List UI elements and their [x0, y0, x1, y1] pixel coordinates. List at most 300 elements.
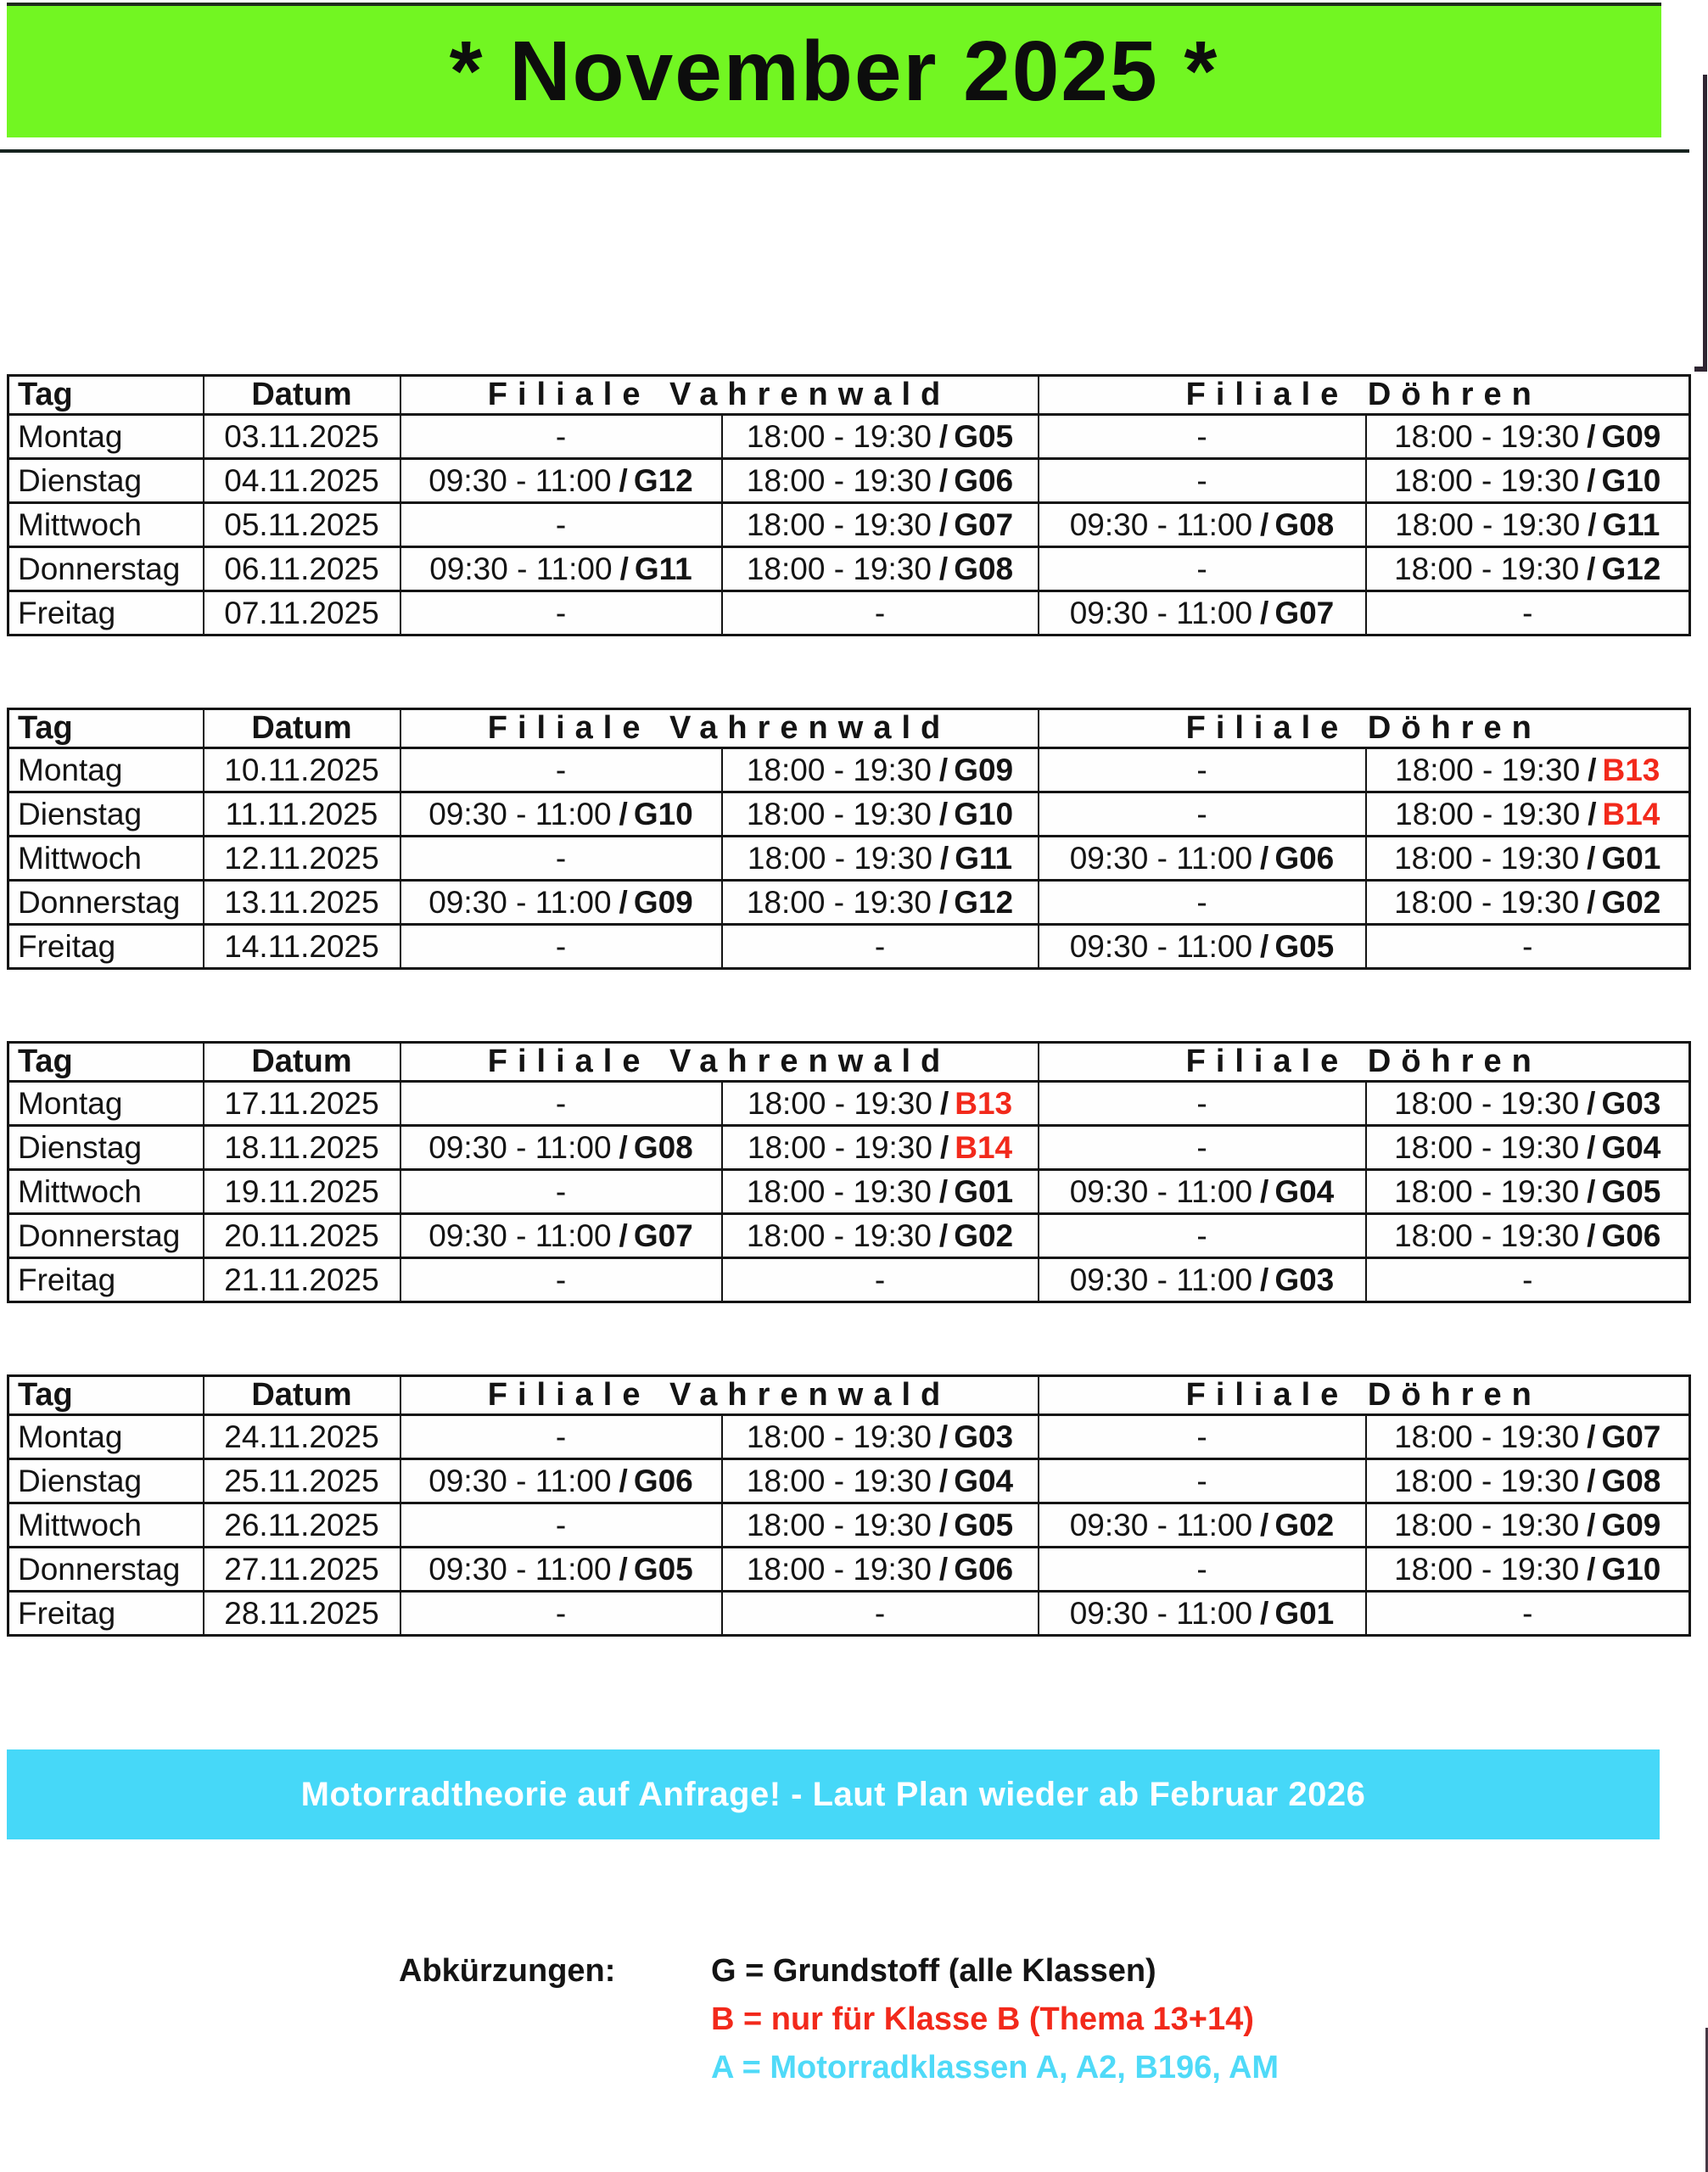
session-separator: /	[1588, 507, 1597, 542]
table-row	[8, 1082, 1690, 1126]
day-cell: Donnerstag	[8, 881, 204, 925]
no-session-dash: -	[555, 752, 567, 787]
session-cell	[1039, 1459, 1366, 1503]
session-code: G06	[954, 1551, 1014, 1587]
no-session-dash: -	[555, 1419, 567, 1454]
session-separator: /	[938, 507, 949, 542]
day-cell: Dienstag	[8, 459, 204, 503]
no-session-dash: -	[1196, 1085, 1207, 1121]
session-cell	[400, 837, 722, 881]
session-separator: /	[938, 462, 949, 498]
session-cell	[400, 748, 722, 792]
no-session-dash: -	[555, 507, 567, 542]
session-cell	[722, 459, 1039, 503]
session-separator: /	[619, 462, 628, 498]
table-row	[8, 792, 1690, 837]
session-cell	[1366, 925, 1690, 969]
session-separator: /	[619, 1129, 628, 1165]
table-row	[8, 415, 1690, 459]
session-code: G05	[954, 418, 1014, 454]
session-cell	[1366, 503, 1690, 547]
session-cell	[1366, 1170, 1690, 1214]
no-session-dash: -	[1196, 1129, 1207, 1165]
no-session-dash: -	[1522, 1262, 1533, 1297]
day-cell: Donnerstag	[8, 547, 204, 591]
session-separator: /	[938, 1551, 949, 1587]
column-header-tag: Tag	[8, 1043, 204, 1082]
session-time: 18:00 - 19:30	[746, 1218, 932, 1253]
session-time: 09:30 - 11:00	[428, 1218, 612, 1253]
session-cell	[722, 1170, 1039, 1214]
day-cell: Montag	[8, 1415, 204, 1459]
date-cell: 03.11.2025	[204, 415, 400, 459]
session-cell	[400, 1082, 722, 1126]
session-time: 09:30 - 11:00	[1069, 1507, 1253, 1542]
table-header-row	[8, 1043, 1690, 1082]
session-cell	[1039, 1548, 1366, 1592]
date-cell: 28.11.2025	[204, 1592, 400, 1636]
session-code: G05	[954, 1507, 1014, 1542]
session-separator: /	[619, 1551, 628, 1587]
session-code: G04	[954, 1463, 1014, 1498]
session-code: G06	[1274, 840, 1335, 876]
session-cell	[1366, 459, 1690, 503]
session-cell	[1039, 1126, 1366, 1170]
no-session-dash: -	[1522, 1595, 1533, 1631]
session-cell	[722, 1082, 1039, 1126]
session-cell	[1039, 748, 1366, 792]
session-time: 18:00 - 19:30	[747, 1085, 932, 1121]
session-cell	[400, 1459, 722, 1503]
session-cell	[722, 837, 1039, 881]
no-session-dash: -	[1522, 595, 1533, 630]
session-separator: /	[938, 884, 949, 920]
column-header-tag: Tag	[8, 1376, 204, 1415]
no-session-dash: -	[555, 1173, 567, 1209]
session-cell	[1366, 591, 1690, 635]
session-code: G04	[1601, 1129, 1661, 1165]
table-row	[8, 925, 1690, 969]
session-code: G05	[1601, 1173, 1661, 1209]
date-cell: 21.11.2025	[204, 1258, 400, 1302]
no-session-dash: -	[1522, 928, 1533, 964]
session-code: B13	[1602, 752, 1660, 787]
day-cell: Montag	[8, 415, 204, 459]
column-header-tag: Tag	[8, 376, 204, 415]
table-row	[8, 459, 1690, 503]
session-code: G02	[1274, 1507, 1335, 1542]
session-separator: /	[619, 551, 629, 586]
session-cell	[400, 1258, 722, 1302]
session-cell	[400, 547, 722, 591]
session-cell	[722, 415, 1039, 459]
session-cell	[400, 881, 722, 925]
session-code: B14	[1602, 796, 1660, 831]
session-separator: /	[1588, 752, 1597, 787]
session-code: G09	[633, 884, 693, 920]
session-time: 18:00 - 19:30	[746, 1507, 932, 1542]
session-cell	[722, 881, 1039, 925]
session-separator: /	[1260, 1595, 1269, 1631]
session-time: 18:00 - 19:30	[746, 507, 932, 542]
session-separator: /	[1587, 1173, 1596, 1209]
session-code: G03	[1601, 1085, 1661, 1121]
column-header-vahrenwald: Filiale Vahrenwald	[400, 1376, 1039, 1415]
session-cell	[1039, 1415, 1366, 1459]
column-header-doehren: Filiale Döhren	[1039, 376, 1690, 415]
session-code: G10	[954, 796, 1014, 831]
session-cell	[400, 1214, 722, 1258]
no-session-dash: -	[1196, 462, 1207, 498]
session-code: G12	[633, 462, 693, 498]
session-cell	[400, 1548, 722, 1592]
title-banner	[7, 3, 1661, 137]
day-cell: Freitag	[8, 591, 204, 635]
date-cell: 25.11.2025	[204, 1459, 400, 1503]
no-session-dash: -	[1196, 551, 1207, 586]
day-cell: Mittwoch	[8, 503, 204, 547]
date-cell: 19.11.2025	[204, 1170, 400, 1214]
session-code: G05	[1274, 928, 1335, 964]
session-separator: /	[939, 1129, 949, 1165]
session-separator: /	[1587, 1129, 1596, 1165]
session-separator: /	[619, 1463, 628, 1498]
session-time: 18:00 - 19:30	[1395, 507, 1581, 542]
session-code: G08	[1601, 1463, 1661, 1498]
session-separator: /	[938, 418, 949, 454]
session-separator: /	[1260, 928, 1269, 964]
session-cell	[722, 1415, 1039, 1459]
session-cell	[1039, 503, 1366, 547]
legend-label: Abkürzungen:	[399, 1953, 616, 1989]
session-separator: /	[1587, 1507, 1596, 1542]
table-header-row	[8, 709, 1690, 748]
session-cell	[400, 503, 722, 547]
session-time: 09:30 - 11:00	[1069, 595, 1253, 630]
table-row	[8, 1592, 1690, 1636]
session-separator: /	[939, 1085, 949, 1121]
session-cell	[722, 748, 1039, 792]
session-separator: /	[938, 1173, 949, 1209]
no-session-dash: -	[874, 1595, 886, 1631]
session-code: G01	[954, 1173, 1014, 1209]
session-time: 09:30 - 11:00	[1069, 1262, 1253, 1297]
session-separator: /	[1260, 595, 1269, 630]
no-session-dash: -	[874, 1262, 886, 1297]
session-time: 18:00 - 19:30	[1394, 1173, 1580, 1209]
no-session-dash: -	[555, 1085, 567, 1121]
session-time: 18:00 - 19:30	[1395, 796, 1581, 831]
session-separator: /	[1260, 1173, 1269, 1209]
session-cell	[1366, 1415, 1690, 1459]
date-cell: 17.11.2025	[204, 1082, 400, 1126]
session-time: 18:00 - 19:30	[747, 1129, 932, 1165]
session-code: G01	[1601, 840, 1661, 876]
session-code: G10	[633, 796, 693, 831]
session-time: 09:30 - 11:00	[1069, 840, 1253, 876]
session-code: G11	[634, 551, 692, 586]
table-row	[8, 1548, 1690, 1592]
table-row	[8, 881, 1690, 925]
session-cell	[1366, 1126, 1690, 1170]
session-code: G09	[1601, 418, 1661, 454]
session-separator: /	[1587, 840, 1596, 876]
session-cell	[722, 1592, 1039, 1636]
session-time: 09:30 - 11:00	[428, 1129, 612, 1165]
session-time: 18:00 - 19:30	[1394, 1085, 1580, 1121]
day-cell: Montag	[8, 748, 204, 792]
session-time: 18:00 - 19:30	[746, 752, 932, 787]
session-code: G06	[954, 462, 1014, 498]
table-row	[8, 1170, 1690, 1214]
session-cell	[722, 1503, 1039, 1548]
session-code: G07	[1274, 595, 1335, 630]
session-cell	[1366, 1503, 1690, 1548]
session-separator: /	[1260, 1262, 1269, 1297]
session-time: 09:30 - 11:00	[428, 884, 612, 920]
session-cell	[1366, 1214, 1690, 1258]
date-cell: 06.11.2025	[204, 547, 400, 591]
session-cell	[1039, 792, 1366, 837]
column-header-doehren: Filiale Döhren	[1039, 1376, 1690, 1415]
session-separator: /	[938, 551, 949, 586]
session-separator: /	[1260, 1507, 1269, 1542]
day-cell: Freitag	[8, 1592, 204, 1636]
session-separator: /	[938, 1463, 949, 1498]
session-cell	[722, 792, 1039, 837]
session-code: G07	[1601, 1419, 1661, 1454]
session-cell	[722, 1126, 1039, 1170]
session-cell	[400, 1170, 722, 1214]
session-cell	[1366, 1082, 1690, 1126]
session-time: 18:00 - 19:30	[1394, 1419, 1580, 1454]
session-time: 18:00 - 19:30	[1394, 418, 1580, 454]
no-session-dash: -	[1196, 752, 1207, 787]
session-time: 09:30 - 11:00	[1069, 1595, 1253, 1631]
table-row	[8, 1415, 1690, 1459]
session-code: G11	[955, 840, 1013, 876]
session-time: 09:30 - 11:00	[1069, 507, 1253, 542]
session-cell	[1366, 792, 1690, 837]
day-cell: Donnerstag	[8, 1548, 204, 1592]
title-divider	[0, 149, 1689, 153]
session-code: G08	[633, 1129, 693, 1165]
session-time: 18:00 - 19:30	[1394, 1463, 1580, 1498]
session-separator: /	[1587, 1463, 1596, 1498]
week-1-body	[8, 415, 1690, 635]
session-code: G08	[954, 551, 1014, 586]
session-cell	[1039, 591, 1366, 635]
column-header-tag: Tag	[8, 709, 204, 748]
session-cell	[722, 591, 1039, 635]
date-cell: 24.11.2025	[204, 1415, 400, 1459]
session-time: 18:00 - 19:30	[746, 1463, 932, 1498]
table-row	[8, 1126, 1690, 1170]
session-code: G09	[954, 752, 1014, 787]
session-time: 18:00 - 19:30	[746, 1173, 932, 1209]
session-separator: /	[1587, 1551, 1596, 1587]
session-code: G08	[1274, 507, 1335, 542]
session-separator: /	[1587, 418, 1596, 454]
table-row	[8, 503, 1690, 547]
session-time: 18:00 - 19:30	[746, 551, 932, 586]
session-cell	[400, 1415, 722, 1459]
date-cell: 27.11.2025	[204, 1548, 400, 1592]
session-time: 18:00 - 19:30	[747, 840, 932, 876]
no-session-dash: -	[555, 1595, 567, 1631]
session-code: G06	[633, 1463, 693, 1498]
session-code: G04	[1274, 1173, 1335, 1209]
session-cell	[1039, 925, 1366, 969]
session-separator: /	[1587, 1218, 1596, 1253]
session-code: G11	[1602, 507, 1660, 542]
session-time: 18:00 - 19:30	[1394, 840, 1580, 876]
session-cell	[722, 503, 1039, 547]
session-cell	[722, 1459, 1039, 1503]
session-cell	[722, 1548, 1039, 1592]
session-separator: /	[939, 840, 949, 876]
session-separator: /	[1587, 1419, 1596, 1454]
session-time: 18:00 - 19:30	[1394, 551, 1580, 586]
session-time: 18:00 - 19:30	[746, 1419, 932, 1454]
column-header-datum: Datum	[204, 709, 400, 748]
session-time: 18:00 - 19:30	[746, 418, 932, 454]
session-code: G03	[954, 1419, 1014, 1454]
session-cell	[1366, 1592, 1690, 1636]
page-title: * November 2025 *	[449, 24, 1219, 119]
session-separator: /	[1587, 884, 1596, 920]
table-row	[8, 748, 1690, 792]
session-cell	[1039, 881, 1366, 925]
session-time: 09:30 - 11:00	[428, 796, 612, 831]
day-cell: Dienstag	[8, 792, 204, 837]
no-session-dash: -	[1196, 418, 1207, 454]
session-cell	[400, 591, 722, 635]
session-code: B13	[955, 1085, 1013, 1121]
no-session-dash: -	[1196, 796, 1207, 831]
session-separator: /	[619, 884, 628, 920]
session-time: 18:00 - 19:30	[746, 796, 932, 831]
session-code: G07	[954, 507, 1014, 542]
session-code: G01	[1274, 1595, 1335, 1631]
session-cell	[1366, 837, 1690, 881]
legend	[711, 1953, 1279, 2086]
date-cell: 14.11.2025	[204, 925, 400, 969]
session-separator: /	[1587, 1085, 1596, 1121]
session-separator: /	[1587, 551, 1596, 586]
session-time: 18:00 - 19:30	[746, 462, 932, 498]
session-time: 18:00 - 19:30	[1395, 752, 1581, 787]
day-cell: Mittwoch	[8, 837, 204, 881]
date-cell: 10.11.2025	[204, 748, 400, 792]
no-session-dash: -	[1196, 1218, 1207, 1253]
scrollbar-thumb[interactable]	[1703, 75, 1707, 372]
session-cell	[1039, 1592, 1366, 1636]
session-cell	[1366, 547, 1690, 591]
date-cell: 26.11.2025	[204, 1503, 400, 1548]
session-time: 18:00 - 19:30	[1394, 1129, 1580, 1165]
session-separator: /	[1260, 507, 1269, 542]
session-cell	[400, 925, 722, 969]
no-session-dash: -	[555, 418, 567, 454]
week-table-1	[7, 374, 1691, 636]
session-code: G02	[1601, 884, 1661, 920]
week-2-body	[8, 748, 1690, 969]
session-cell	[1366, 748, 1690, 792]
no-session-dash: -	[874, 595, 886, 630]
date-cell: 13.11.2025	[204, 881, 400, 925]
session-code: G12	[1601, 551, 1661, 586]
session-separator: /	[938, 752, 949, 787]
session-cell	[1366, 1258, 1690, 1302]
week-3-body	[8, 1082, 1690, 1302]
session-cell	[400, 792, 722, 837]
session-code: G09	[1601, 1507, 1661, 1542]
session-time: 09:30 - 11:00	[429, 551, 613, 586]
session-cell	[1366, 881, 1690, 925]
no-session-dash: -	[555, 928, 567, 964]
session-cell	[1039, 459, 1366, 503]
session-cell	[1366, 1459, 1690, 1503]
table-header-row	[8, 376, 1690, 415]
session-cell	[722, 1258, 1039, 1302]
column-header-doehren: Filiale Döhren	[1039, 709, 1690, 748]
day-cell: Dienstag	[8, 1126, 204, 1170]
session-time: 18:00 - 19:30	[1394, 462, 1580, 498]
week-table-2	[7, 708, 1691, 970]
notice-text: Motorradtheorie auf Anfrage! - Laut Plan wieder ab Februar 2026	[300, 1775, 1366, 1813]
no-session-dash: -	[1196, 1463, 1207, 1498]
no-session-dash: -	[555, 1262, 567, 1297]
session-time: 09:30 - 11:00	[428, 462, 612, 498]
session-separator: /	[938, 1419, 949, 1454]
day-cell: Dienstag	[8, 1459, 204, 1503]
session-cell	[1039, 1258, 1366, 1302]
no-session-dash: -	[1196, 1551, 1207, 1587]
session-code: G10	[1601, 1551, 1661, 1587]
column-header-datum: Datum	[204, 1376, 400, 1415]
day-cell: Donnerstag	[8, 1214, 204, 1258]
session-separator: /	[938, 1507, 949, 1542]
session-time: 09:30 - 11:00	[428, 1463, 612, 1498]
session-time: 18:00 - 19:30	[746, 1551, 932, 1587]
session-time: 09:30 - 11:00	[428, 1551, 612, 1587]
no-session-dash: -	[1196, 884, 1207, 920]
day-cell: Mittwoch	[8, 1170, 204, 1214]
session-cell	[722, 547, 1039, 591]
session-cell	[722, 1214, 1039, 1258]
session-time: 18:00 - 19:30	[1394, 1218, 1580, 1253]
day-cell: Freitag	[8, 925, 204, 969]
session-separator: /	[938, 796, 949, 831]
week-table-3	[7, 1041, 1691, 1303]
session-cell	[400, 1126, 722, 1170]
week-4-body	[8, 1415, 1690, 1636]
day-cell: Freitag	[8, 1258, 204, 1302]
session-time: 18:00 - 19:30	[1394, 1551, 1580, 1587]
session-separator: /	[1588, 796, 1597, 831]
no-session-dash: -	[1196, 1419, 1207, 1454]
no-session-dash: -	[555, 840, 567, 876]
session-cell	[1366, 415, 1690, 459]
session-separator: /	[1260, 840, 1269, 876]
date-cell: 07.11.2025	[204, 591, 400, 635]
table-row	[8, 591, 1690, 635]
column-header-datum: Datum	[204, 376, 400, 415]
session-code: G02	[954, 1218, 1014, 1253]
column-header-doehren: Filiale Döhren	[1039, 1043, 1690, 1082]
table-row	[8, 1503, 1690, 1548]
